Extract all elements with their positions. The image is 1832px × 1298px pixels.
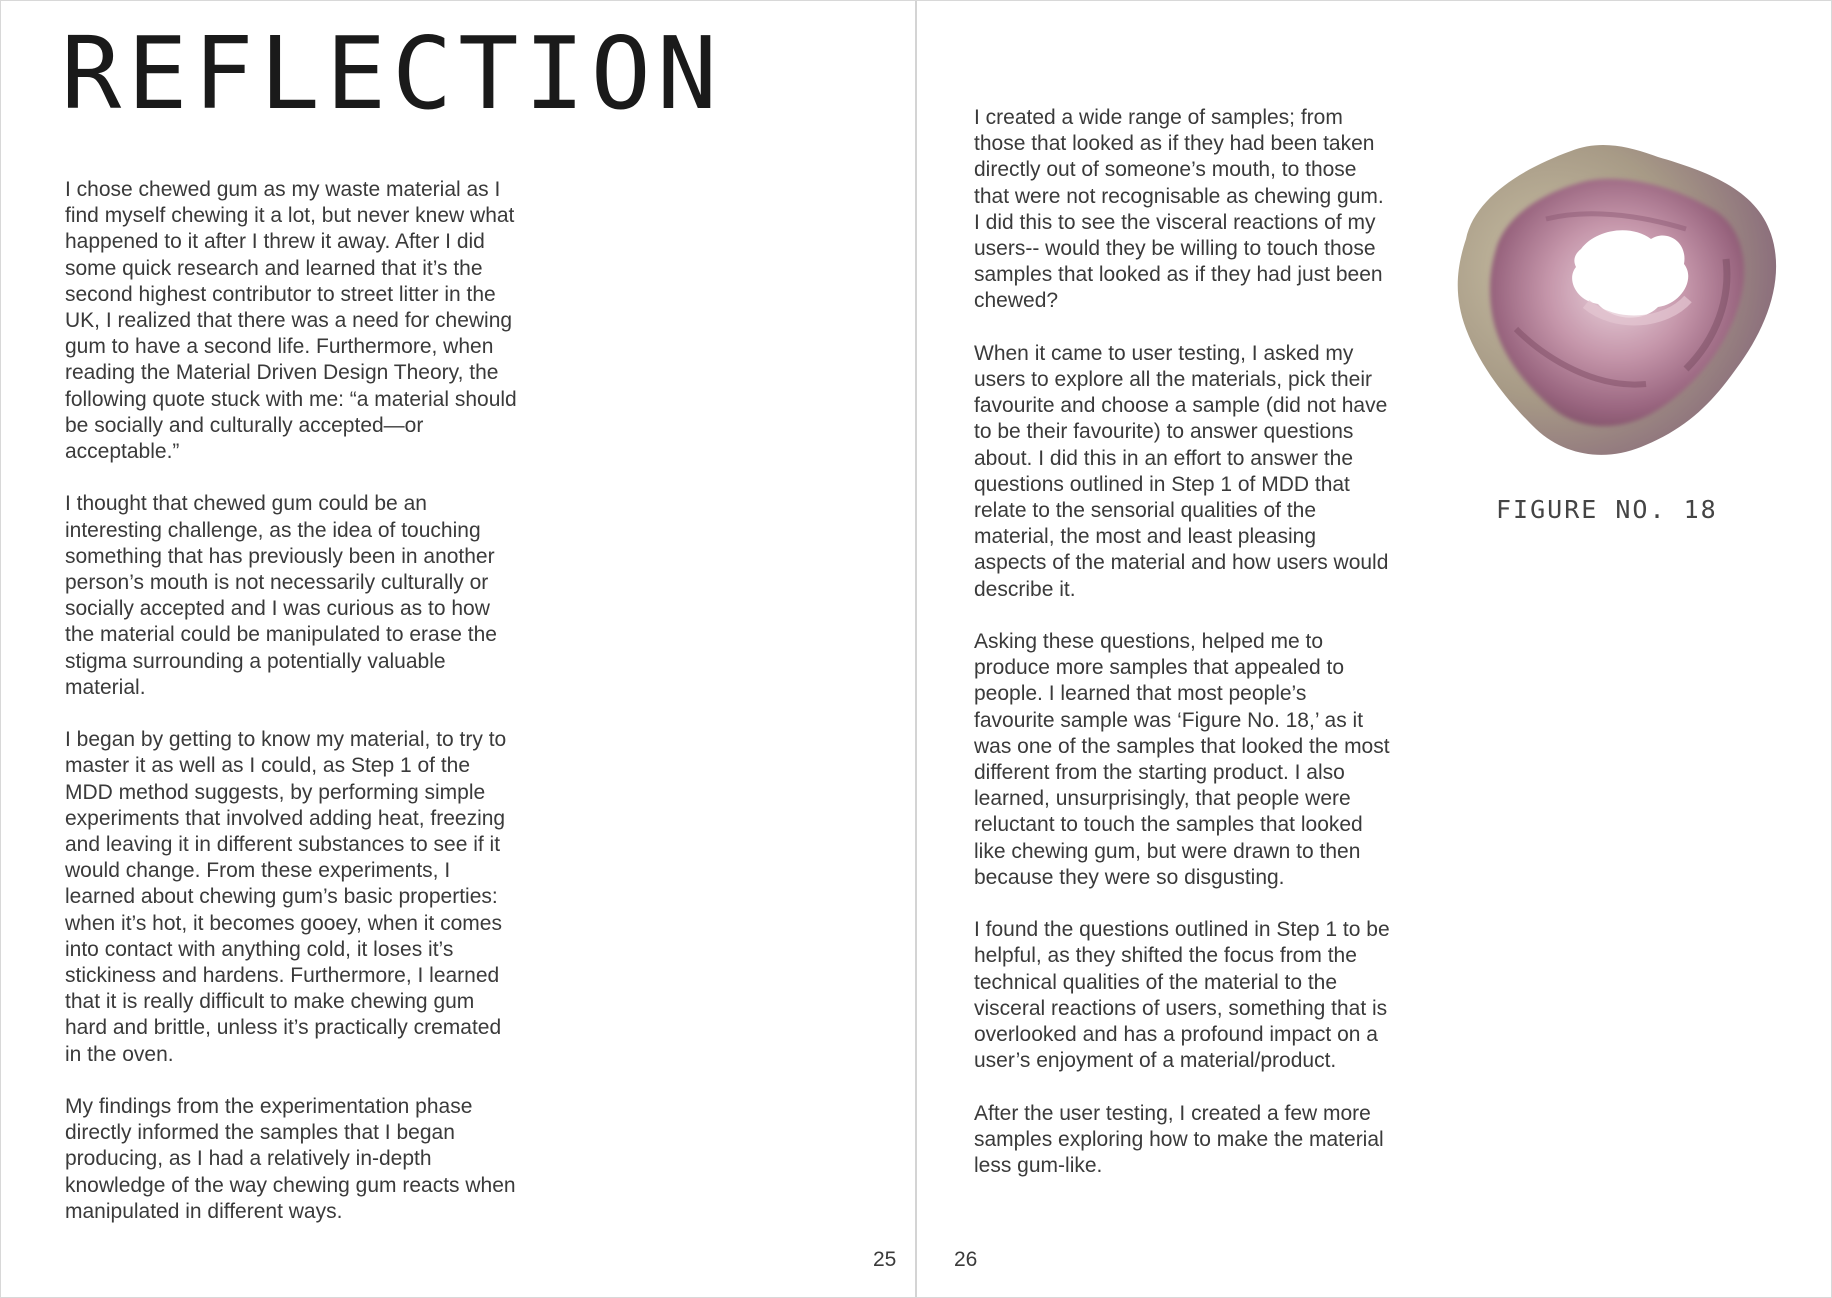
right-text-column xyxy=(974,105,1392,1205)
paragraph: I began by getting to know my material, to try to master it as well as I could, as Step 1 of the MDD method suggests, by performing simple experiments that involved adding heat, freezing and leaving it in different substances to see if it would change. From these experiments, I learned about chewing gum’s basic properties: when it’s hot, it becomes gooey, when it comes into contact with anything cold, it loses it’s stickiness and hardens. Furthermore, I learned that it is really difficult to make chewing gum hard and brittle, unless it’s practically cremated in the oven. xyxy=(65,728,507,1066)
left-text-column xyxy=(65,177,517,1251)
paragraph: My findings from the experimentation phase directly informed the samples that I began producing, as I had a relatively in-depth knowledge of the way chewing gum reacts when manipulated in different ways. xyxy=(65,1095,516,1223)
page-number-left: 25 xyxy=(873,1248,897,1271)
paragraph: After the user testing, I created a few more samples exploring how to make the material less gum-like. xyxy=(974,1101,1384,1178)
paragraph: I thought that chewed gum could be an interesting challenge, as the idea of touching something that has previously been in another person’s mouth is not necessarily culturally or socially accepted and I was curious as to how the material could be manipulated to erase the stigma surrounding a potentially valuable material. xyxy=(65,492,497,699)
right-page xyxy=(916,1,1830,1297)
page-title: REFLECTION xyxy=(61,15,724,132)
paragraph: I found the questions outlined in Step 1 to be helpful, as they shifted the focus from the technical qualities of the material to the visceral reactions of users, something that is overlooked and has a profound impact on a user’s enjoyment of a material/product. xyxy=(974,918,1390,1073)
page-number-right: 26 xyxy=(954,1248,978,1271)
figure-chewing-gum-sample xyxy=(1426,129,1796,529)
figure-caption: FIGURE NO. 18 xyxy=(1496,495,1718,524)
paragraph: I created a wide range of samples; from those that looked as if they had been taken directly out of someone’s mouth, to those that were not recognisable as chewing gum. I did this to see the visceral reactions of my users-- would they be willing to touch those samples that looked as if they had just been chewed? xyxy=(974,106,1384,313)
paragraph: When it came to user testing, I asked my users to explore all the materials, pick their favourite and choose a sample (did not have to be their favourite) to answer questions about. I did this in an effort to answer the questions outlined in Step 1 of MDD that relate to the sensorial qualities of the material, the most and least pleasing aspects of the material and how users would describe it. xyxy=(974,341,1389,601)
paragraph: I chose chewed gum as my waste material as I find myself chewing it a lot, but never knew what happened to it after I threw it away. After I did some quick research and learned that it’s the second highest contributor to street litter in the UK, I realized that there was a need for chewing gum to have a second life. Furthermore, when reading the Material Driven Design Theory, the following quote stuck with me: “a material should be socially and culturally accepted—or acceptable.” xyxy=(65,178,517,464)
left-page xyxy=(1,1,915,1297)
chewing-gum-sample-image xyxy=(1426,129,1796,469)
paragraph: Asking these questions, helped me to produce more samples that appealed to people. I learned that most people’s favourite sample was ‘Figure No. 18,’ as it was one of the samples that looked the most different from the starting product. I also learned, unsurprisingly, that people were reluctant to touch the samples that looked like chewing gum, but were drawn to then because they were so disgusting. xyxy=(974,630,1390,889)
